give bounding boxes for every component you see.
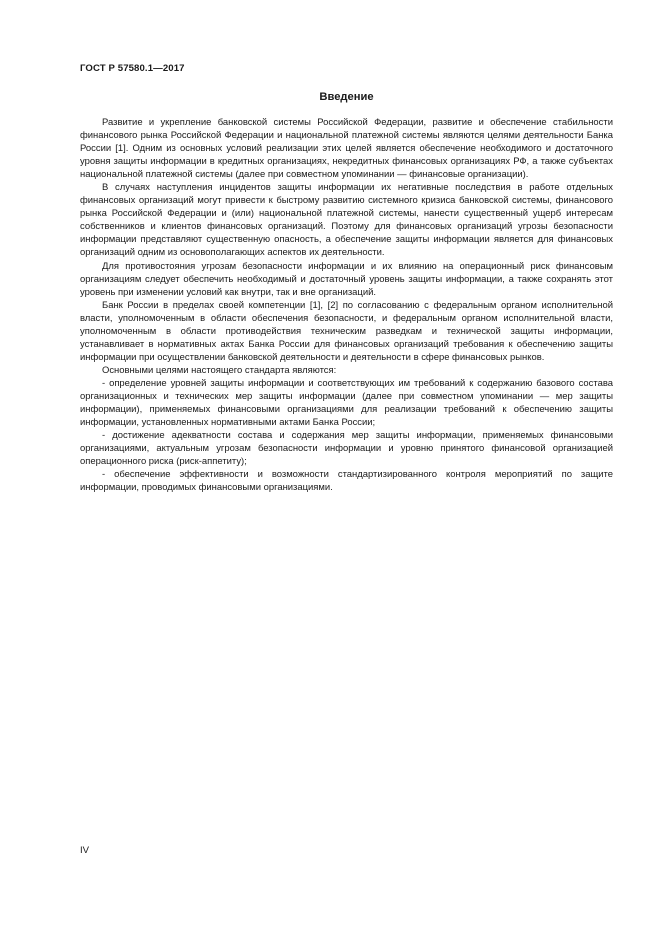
body-text [80, 116, 613, 494]
paragraph-bank-competence: Банк России в пределах своей компетенции [1], [2] по согласованию с федеральным органом исполнительной власти, уполномоченным в области обеспечения безопасности, и федеральным органом исполнительной власти, уполномоченным в области противодействия техническим разведкам и технической защиты информации, устанавливает в нормативных актах Банка России для финансовых организаций требования к обеспечению защиты информации при осуществлении банковской деятельности и деятельности в сфере финансовых рынков. [80, 299, 613, 363]
standard-code-header: ГОСТ Р 57580.1—2017 [80, 63, 185, 74]
list-item-goal-levels: - определение уровней защиты информации и соответствующих им требований к содержанию базового состава организационных и технических мер защиты информации (далее при совместном упоминании — мер защиты информации), применяемых финансовыми организациями для реализации требований к обеспечению защиты информации, установленных нормативными актами Банка России; [80, 377, 613, 429]
paragraph-incidents: В случаях наступления инцидентов защиты информации их негативные последствия в работе отдельных финансовых организаций могут привести к быстрому развитию системного кризиса банковской системы, финансового рынка Российской Федерации и (или) национальной платежной системы, нанести существенный ущерб интересам собственников и клиентов финансовых организаций. Поэтому для финансовых организаций угрозы безопасности информации представляют существенную опасность, а обеспечение защиты информации является для финансовых организаций одним из основополагающих аспектов их деятельности. [80, 182, 613, 259]
paragraph-intro: Развитие и укрепление банковской системы Российской Федерации, развитие и обеспечение стабильности финансового рынка Российской Федерации и национальной платежной системы являются целями деятельности Банка России [1]. Одним из основных условий реализации этих целей является обеспечение необходимого и достаточного уровня защиты информации в кредитных организациях, некредитных финансовых организациях РФ, а также субъектах национальной платежной системы (далее при совместном упоминании — финансовые организации). [80, 117, 613, 181]
paragraph-countermeasures: Для противостояния угрозам безопасности информации и их влиянию на операционный риск финансовым организациям следует обеспечить необходимый и достаточный уровень защиты информации, а также сохранять этот уровень при изменении условий как внутри, так и вне организаций. [80, 260, 613, 298]
page-number: IV [80, 845, 90, 856]
section-title: Введение [319, 91, 374, 103]
list-item-goal-efficiency: - обеспечение эффективности и возможности стандартизированного контроля мероприятий по защите информации, проводимых финансовыми организациями. [80, 469, 613, 494]
paragraph-goals-intro: Основными целями настоящего стандарта являются: [102, 364, 337, 376]
list-item-goal-adequacy: - достижение адекватности состава и содержания мер защиты информации, применяемых финансовыми организациями, актуальным угрозам безопасности информации и уровню принятого финансовой организацией операционного риска (риск-аппетиту); [80, 430, 613, 468]
